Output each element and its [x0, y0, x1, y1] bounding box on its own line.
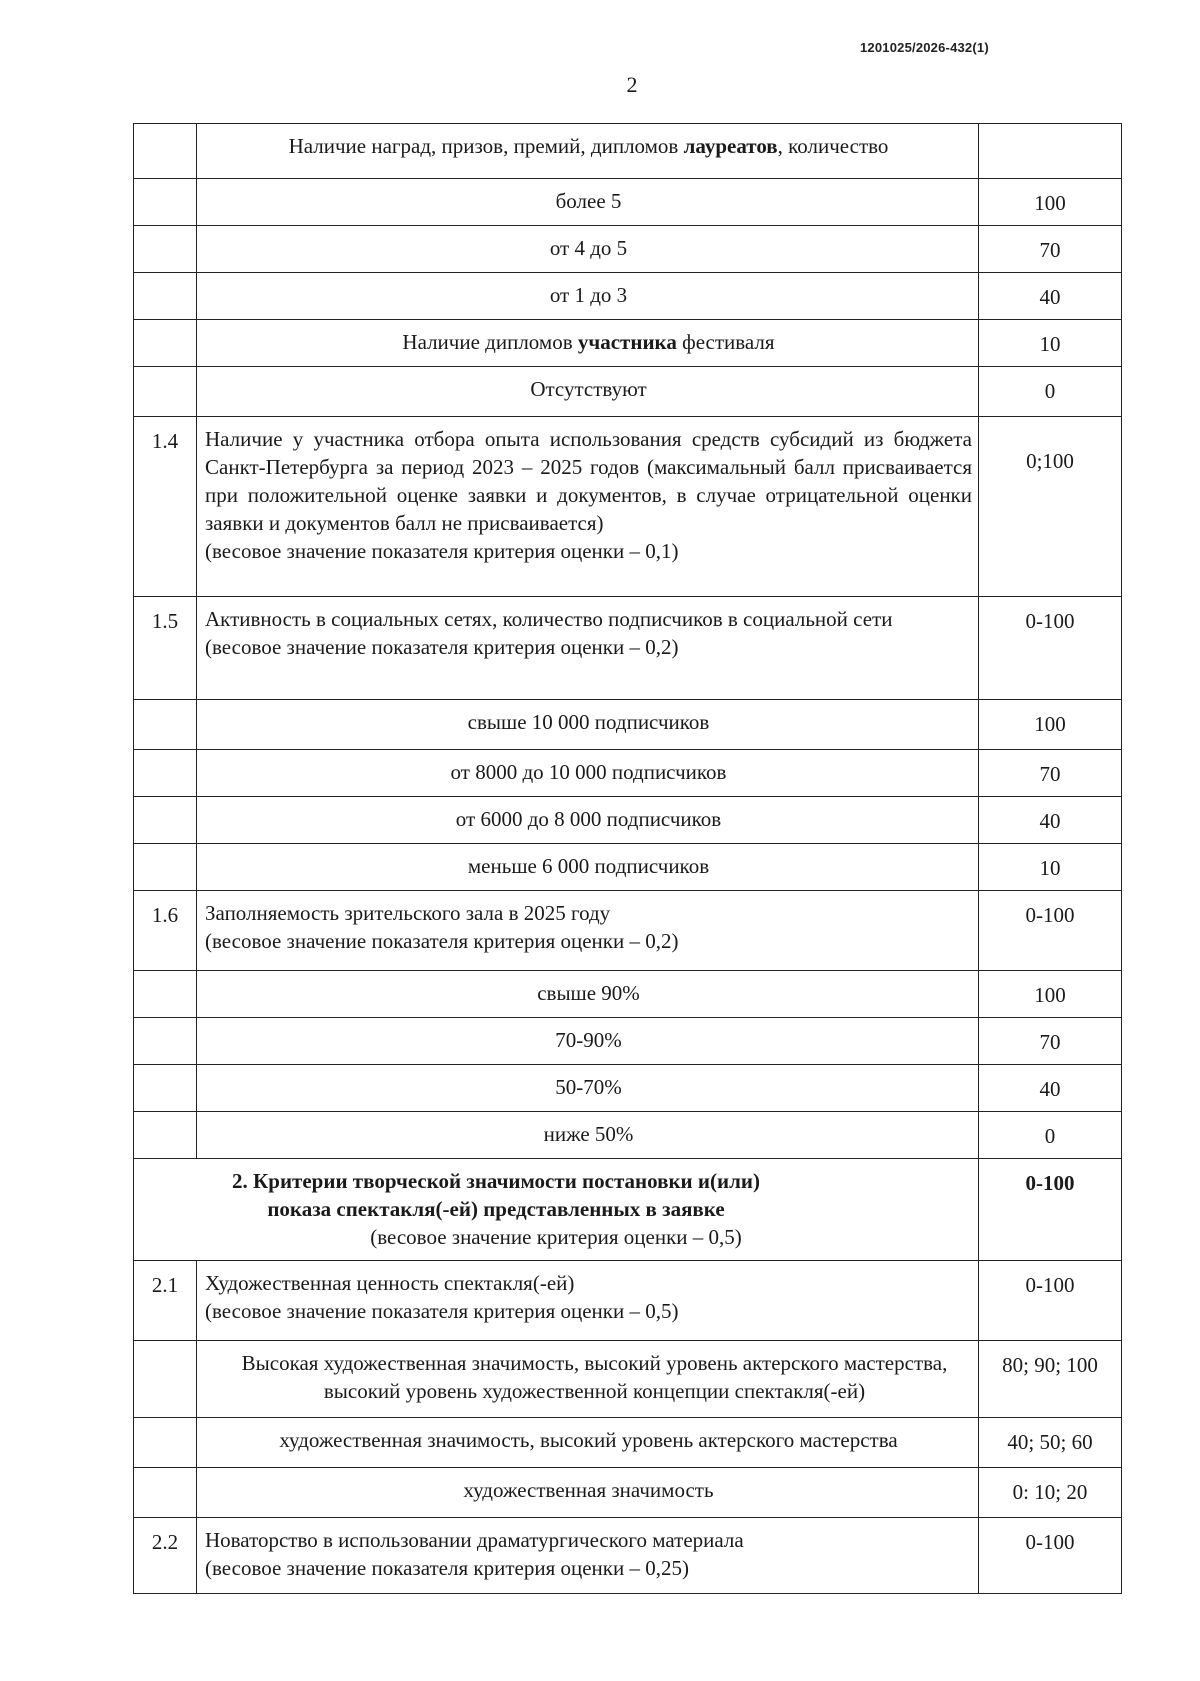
score-cell: 100	[979, 700, 1122, 750]
score-cell: 40	[979, 273, 1122, 320]
row-number-cell	[134, 320, 197, 367]
row-number-cell	[134, 971, 197, 1018]
table-row	[134, 700, 1122, 750]
table-row	[134, 226, 1122, 273]
row-number-cell	[134, 1065, 197, 1112]
row-number-cell: 1.6	[134, 891, 197, 971]
criterion-bold-text: участника	[577, 330, 677, 354]
table-row	[134, 750, 1122, 797]
score-cell: 0-100	[979, 597, 1122, 700]
section-heading	[134, 1159, 979, 1261]
option-label: от 4 до 5	[197, 226, 979, 273]
criterion-text: Наличие наград, призов, премий, дипломов	[288, 134, 684, 158]
score-cell: 40	[979, 797, 1122, 844]
row-number-cell	[134, 1112, 197, 1159]
score-cell: 0-100	[979, 1159, 1122, 1261]
criterion-text: Активность в социальных сетях, количество подписчиков в социальной сети	[205, 607, 893, 631]
criterion-weight: (весовое значение показателя критерия оценки – 0,5)	[205, 1299, 679, 1323]
table-row	[134, 1018, 1122, 1065]
row-number-cell	[134, 367, 197, 417]
criterion-text: Новаторство в использовании драматургического материала	[205, 1528, 744, 1552]
option-label	[197, 320, 979, 367]
row-number-cell: 1.5	[134, 597, 197, 700]
option-label: художественная значимость	[197, 1468, 979, 1518]
criterion-description	[197, 1261, 979, 1341]
criterion-weight: (весовое значение показателя критерия оценки – 0,2)	[205, 929, 679, 953]
row-number-cell	[134, 844, 197, 891]
table-row	[134, 1341, 1122, 1418]
score-cell: 70	[979, 1018, 1122, 1065]
criterion-text: Художественная ценность спектакля(-ей)	[205, 1271, 575, 1295]
row-number-cell	[134, 750, 197, 797]
row-number-cell: 2.2	[134, 1518, 197, 1594]
table-row	[134, 891, 1122, 971]
criterion-weight: (весовое значение показателя критерия оценки – 0,2)	[205, 635, 679, 659]
option-label: от 1 до 3	[197, 273, 979, 320]
row-number-cell	[134, 124, 197, 179]
option-label: Отсутствуют	[197, 367, 979, 417]
option-label: 50-70%	[197, 1065, 979, 1112]
score-cell: 100	[979, 179, 1122, 226]
table-row	[134, 1159, 1122, 1261]
criterion-weight: (весовое значение показателя критерия оценки – 0,1)	[205, 539, 679, 563]
row-number-cell: 2.1	[134, 1261, 197, 1341]
score-cell: 0-100	[979, 1261, 1122, 1341]
option-label: Высокая художественная значимость, высокий уровень актерского мастерства, высокий уровень художественной концепции спектакля(-ей)	[197, 1341, 979, 1418]
score-cell: 0	[979, 1112, 1122, 1159]
table-row	[134, 844, 1122, 891]
criterion-text: Заполняемость зрительского зала в 2025 году	[205, 901, 611, 925]
criterion-text: Наличие дипломов	[402, 330, 578, 354]
table-row	[134, 1418, 1122, 1468]
score-cell: 0	[979, 367, 1122, 417]
criterion-description	[197, 597, 979, 700]
table-row	[134, 1468, 1122, 1518]
row-number-cell	[134, 179, 197, 226]
table-row	[134, 597, 1122, 700]
row-number-cell: 1.4	[134, 417, 197, 597]
criteria-table	[133, 123, 1122, 1594]
option-label: от 8000 до 10 000 подписчиков	[197, 750, 979, 797]
option-label: ниже 50%	[197, 1112, 979, 1159]
row-number-cell	[134, 273, 197, 320]
score-cell: 0-100	[979, 1518, 1122, 1594]
criterion-description	[197, 1518, 979, 1594]
score-cell: 70	[979, 226, 1122, 273]
row-number-cell	[134, 1468, 197, 1518]
score-cell	[979, 124, 1122, 179]
score-cell: 40	[979, 1065, 1122, 1112]
table-row	[134, 273, 1122, 320]
table-row	[134, 797, 1122, 844]
criterion-bold-text: лауреатов	[683, 134, 778, 158]
page-number: 2	[626, 72, 638, 97]
row-number-cell	[134, 797, 197, 844]
score-cell: 0: 10; 20	[979, 1468, 1122, 1518]
score-cell: 70	[979, 750, 1122, 797]
section-weight: (весовое значение критерия оценки – 0,5)	[370, 1225, 742, 1249]
score-cell: 80; 90; 100	[979, 1341, 1122, 1418]
table-row	[134, 1065, 1122, 1112]
score-cell: 10	[979, 844, 1122, 891]
option-label: меньше 6 000 подписчиков	[197, 844, 979, 891]
criterion-text: , количество	[777, 134, 889, 158]
criterion-text: Наличие у участника отбора опыта использования средств субсидий из бюджета Санкт-Петербурга за период 2023 – 2025 годов (максимальный балл присваивается при положительной оценке заявки и документов, в случае отрицательной оценки заявки и документов балл не присваивается)	[205, 427, 972, 535]
table-row	[134, 124, 1122, 179]
row-number-cell	[134, 226, 197, 273]
table-row	[134, 179, 1122, 226]
criterion-description	[197, 891, 979, 971]
table-row	[134, 367, 1122, 417]
score-cell: 0;100	[979, 417, 1122, 597]
table-row	[134, 417, 1122, 597]
criterion-weight: (весовое значение показателя критерия оценки – 0,25)	[205, 1556, 689, 1580]
score-cell: 10	[979, 320, 1122, 367]
option-label: художественная значимость, высокий уровень актерского мастерства	[197, 1418, 979, 1468]
criterion-description	[197, 417, 979, 597]
table-row	[134, 320, 1122, 367]
score-cell: 100	[979, 971, 1122, 1018]
row-number-cell	[134, 1341, 197, 1418]
document-registration-number: 1201025/2026-432(1)	[860, 40, 989, 55]
section-title: 2. Критерии творческой значимости постановки и(или) показа спектакля(-ей) представленных в заявке	[232, 1169, 760, 1221]
option-label: от 6000 до 8 000 подписчиков	[197, 797, 979, 844]
option-label: более 5	[197, 179, 979, 226]
option-label: 70-90%	[197, 1018, 979, 1065]
table-row	[134, 971, 1122, 1018]
row-number-cell	[134, 1018, 197, 1065]
row-number-cell	[134, 700, 197, 750]
option-label: свыше 10 000 подписчиков	[197, 700, 979, 750]
table-row	[134, 1112, 1122, 1159]
option-label: свыше 90%	[197, 971, 979, 1018]
criterion-description	[197, 124, 979, 179]
table-row	[134, 1518, 1122, 1594]
score-cell: 40; 50; 60	[979, 1418, 1122, 1468]
score-cell: 0-100	[979, 891, 1122, 971]
criterion-text: фестиваля	[676, 330, 775, 354]
row-number-cell	[134, 1418, 197, 1468]
table-row	[134, 1261, 1122, 1341]
